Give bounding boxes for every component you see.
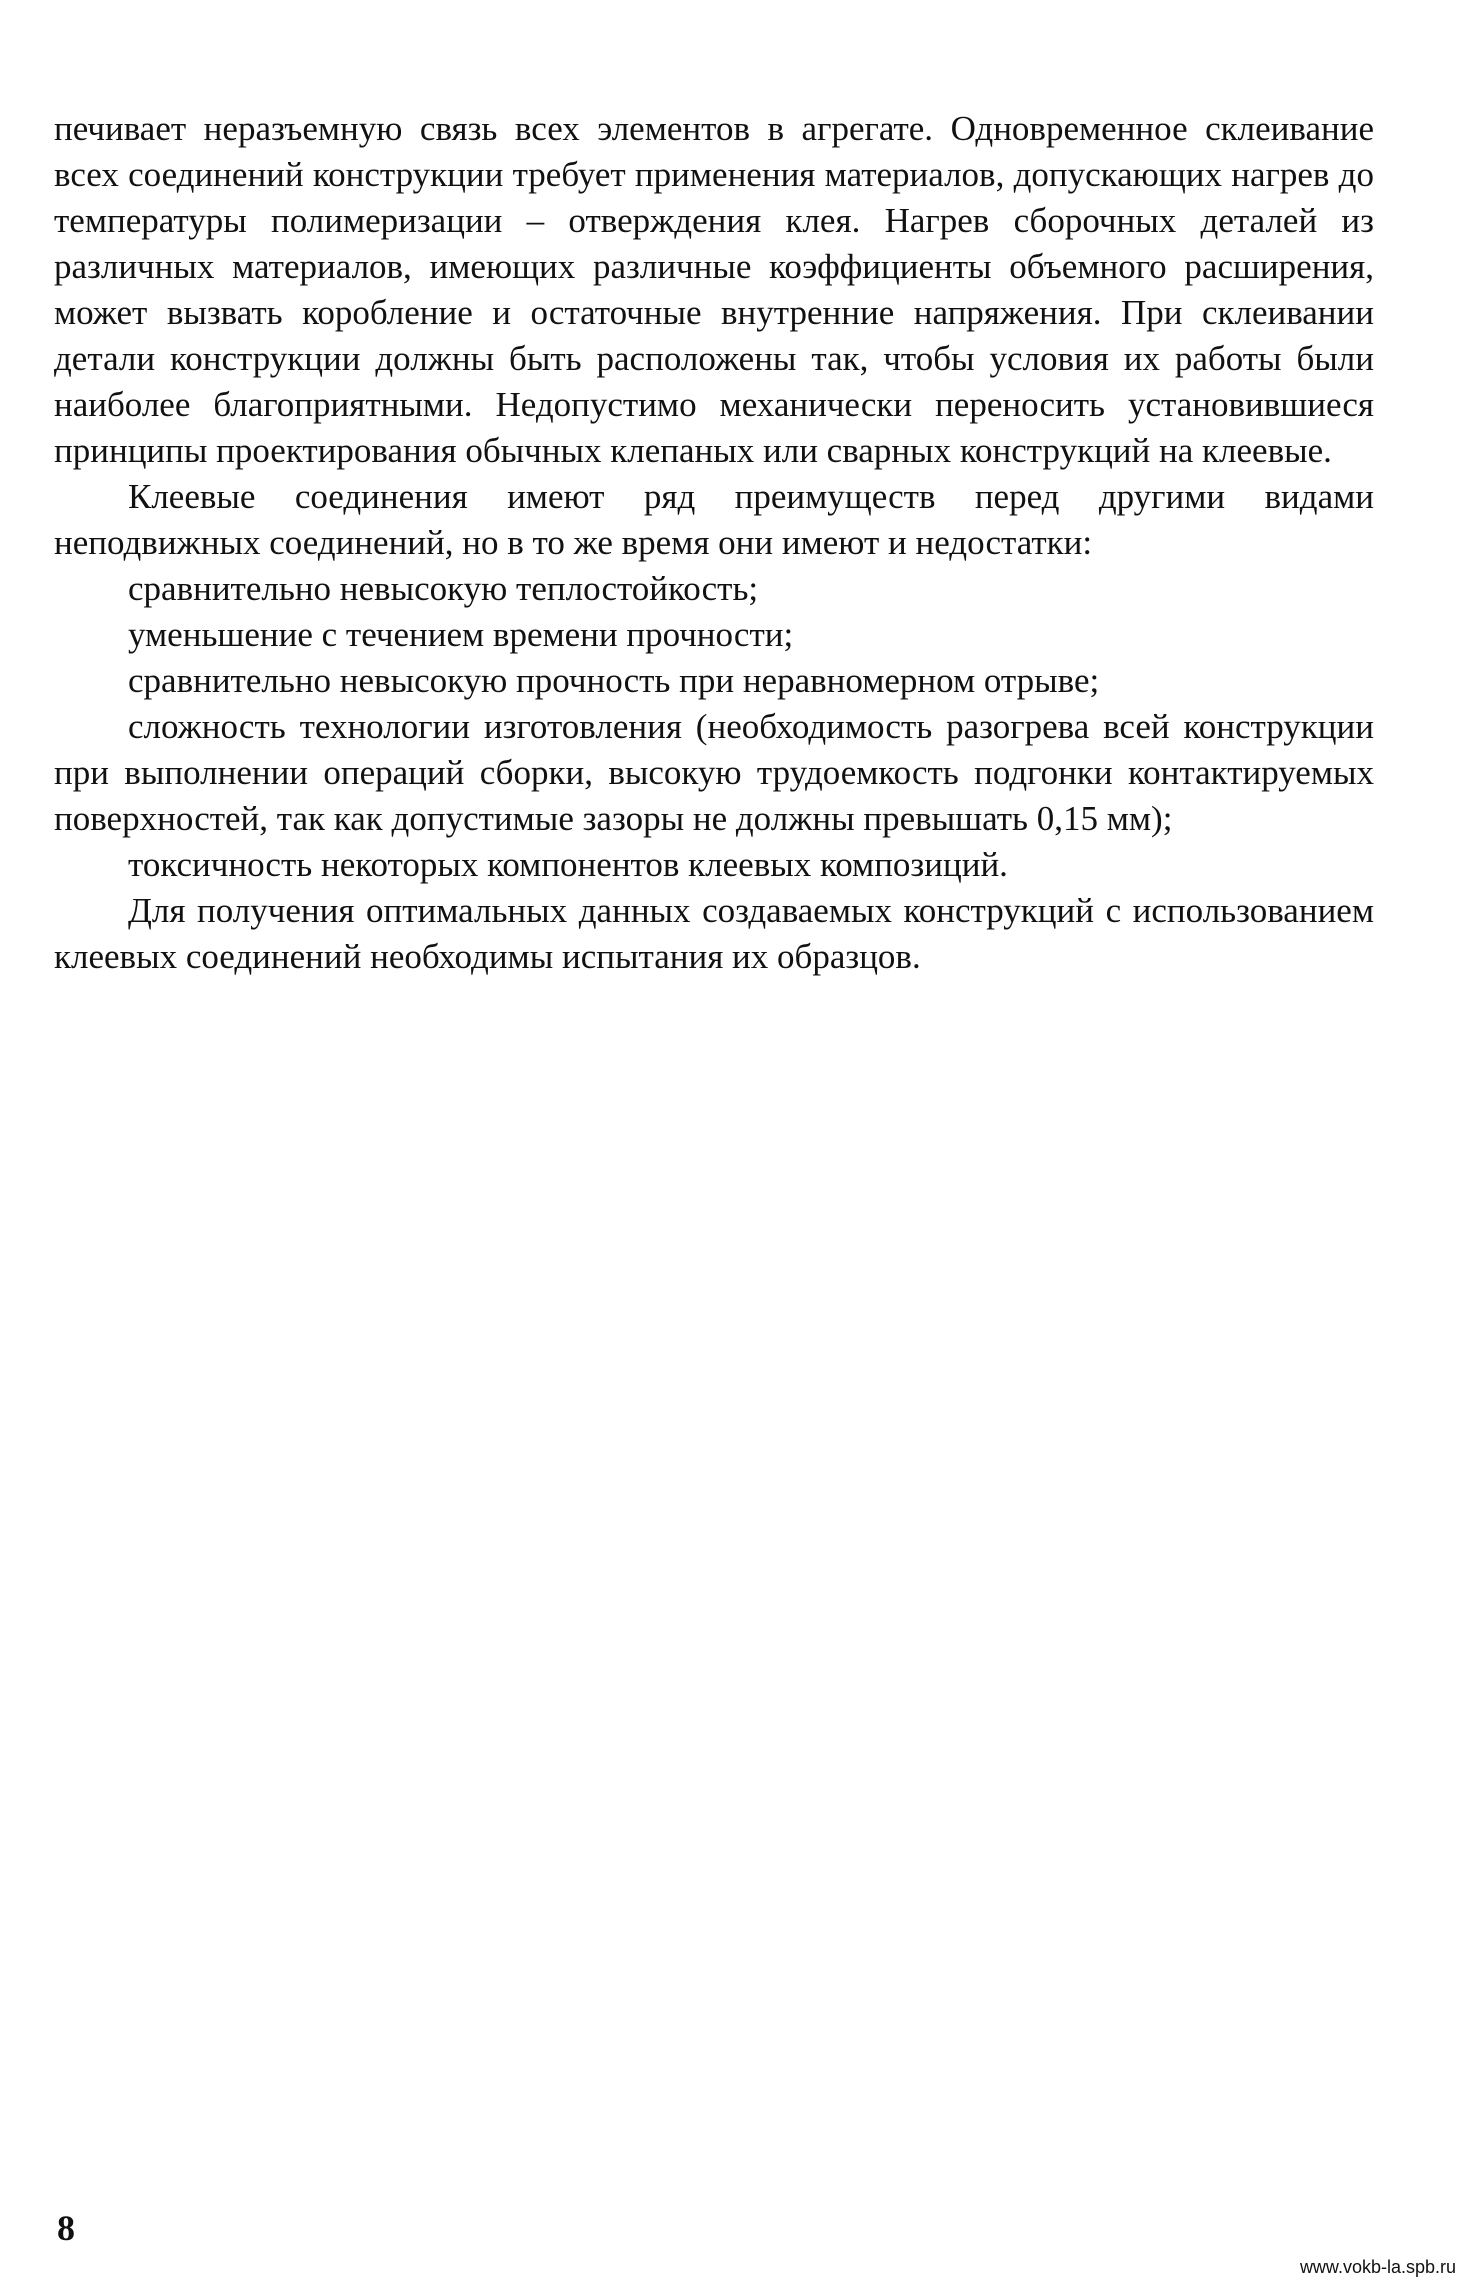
list-item: уменьшение с течением времени прочности;: [128, 615, 794, 654]
list-item: сравнительно невысокую теплостойкость;: [128, 569, 759, 608]
page-number: 8: [57, 2208, 75, 2248]
paragraph-intro-disadvantages: Клеевые соединения имеют ряд преимуществ перед другими видами неподвижных соединений, но в то же время они имеют и недостатки:: [54, 477, 1374, 562]
watermark-url: www.vokb-la.spb.ru: [1299, 2257, 1456, 2277]
list-item: сложность технологии изготовления (необходимость разогрева всей конструкции при выполнении операций сборки, высокую трудоемкость подгонки контактируемых поверхностей, так как допустимые зазоры не должны превышать 0,15 мм);: [54, 707, 1374, 838]
paragraph-conclusion: Для получения оптимальных данных создаваемых конструкций с использованием клеевых соединений необходимы испытания их образцов.: [54, 891, 1374, 976]
body-text: [54, 106, 1374, 980]
list-item: токсичность некоторых компонентов клеевых композиций.: [128, 845, 1008, 884]
list-item: сравнительно невысокую прочность при неравномерном отрыве;: [128, 661, 1100, 700]
paragraph-continuation: печивает неразъемную связь всех элементов в агрегате. Одновременное склеивание всех соединений конструкции требует применения материалов, допускающих нагрев до температуры полимеризации – отверждения клея. Нагрев сборочных деталей из различных материалов, имеющих различные коэффициенты объемного расширения, может вызвать коробление и остаточные внутренние напряжения. При склеивании детали конструкции должны быть расположены так, чтобы условия их работы были наиболее благоприятными. Недопустимо механически переносить установившиеся принципы проектирования обычных клепаных или сварных конструкций на клеевые.: [54, 109, 1374, 470]
